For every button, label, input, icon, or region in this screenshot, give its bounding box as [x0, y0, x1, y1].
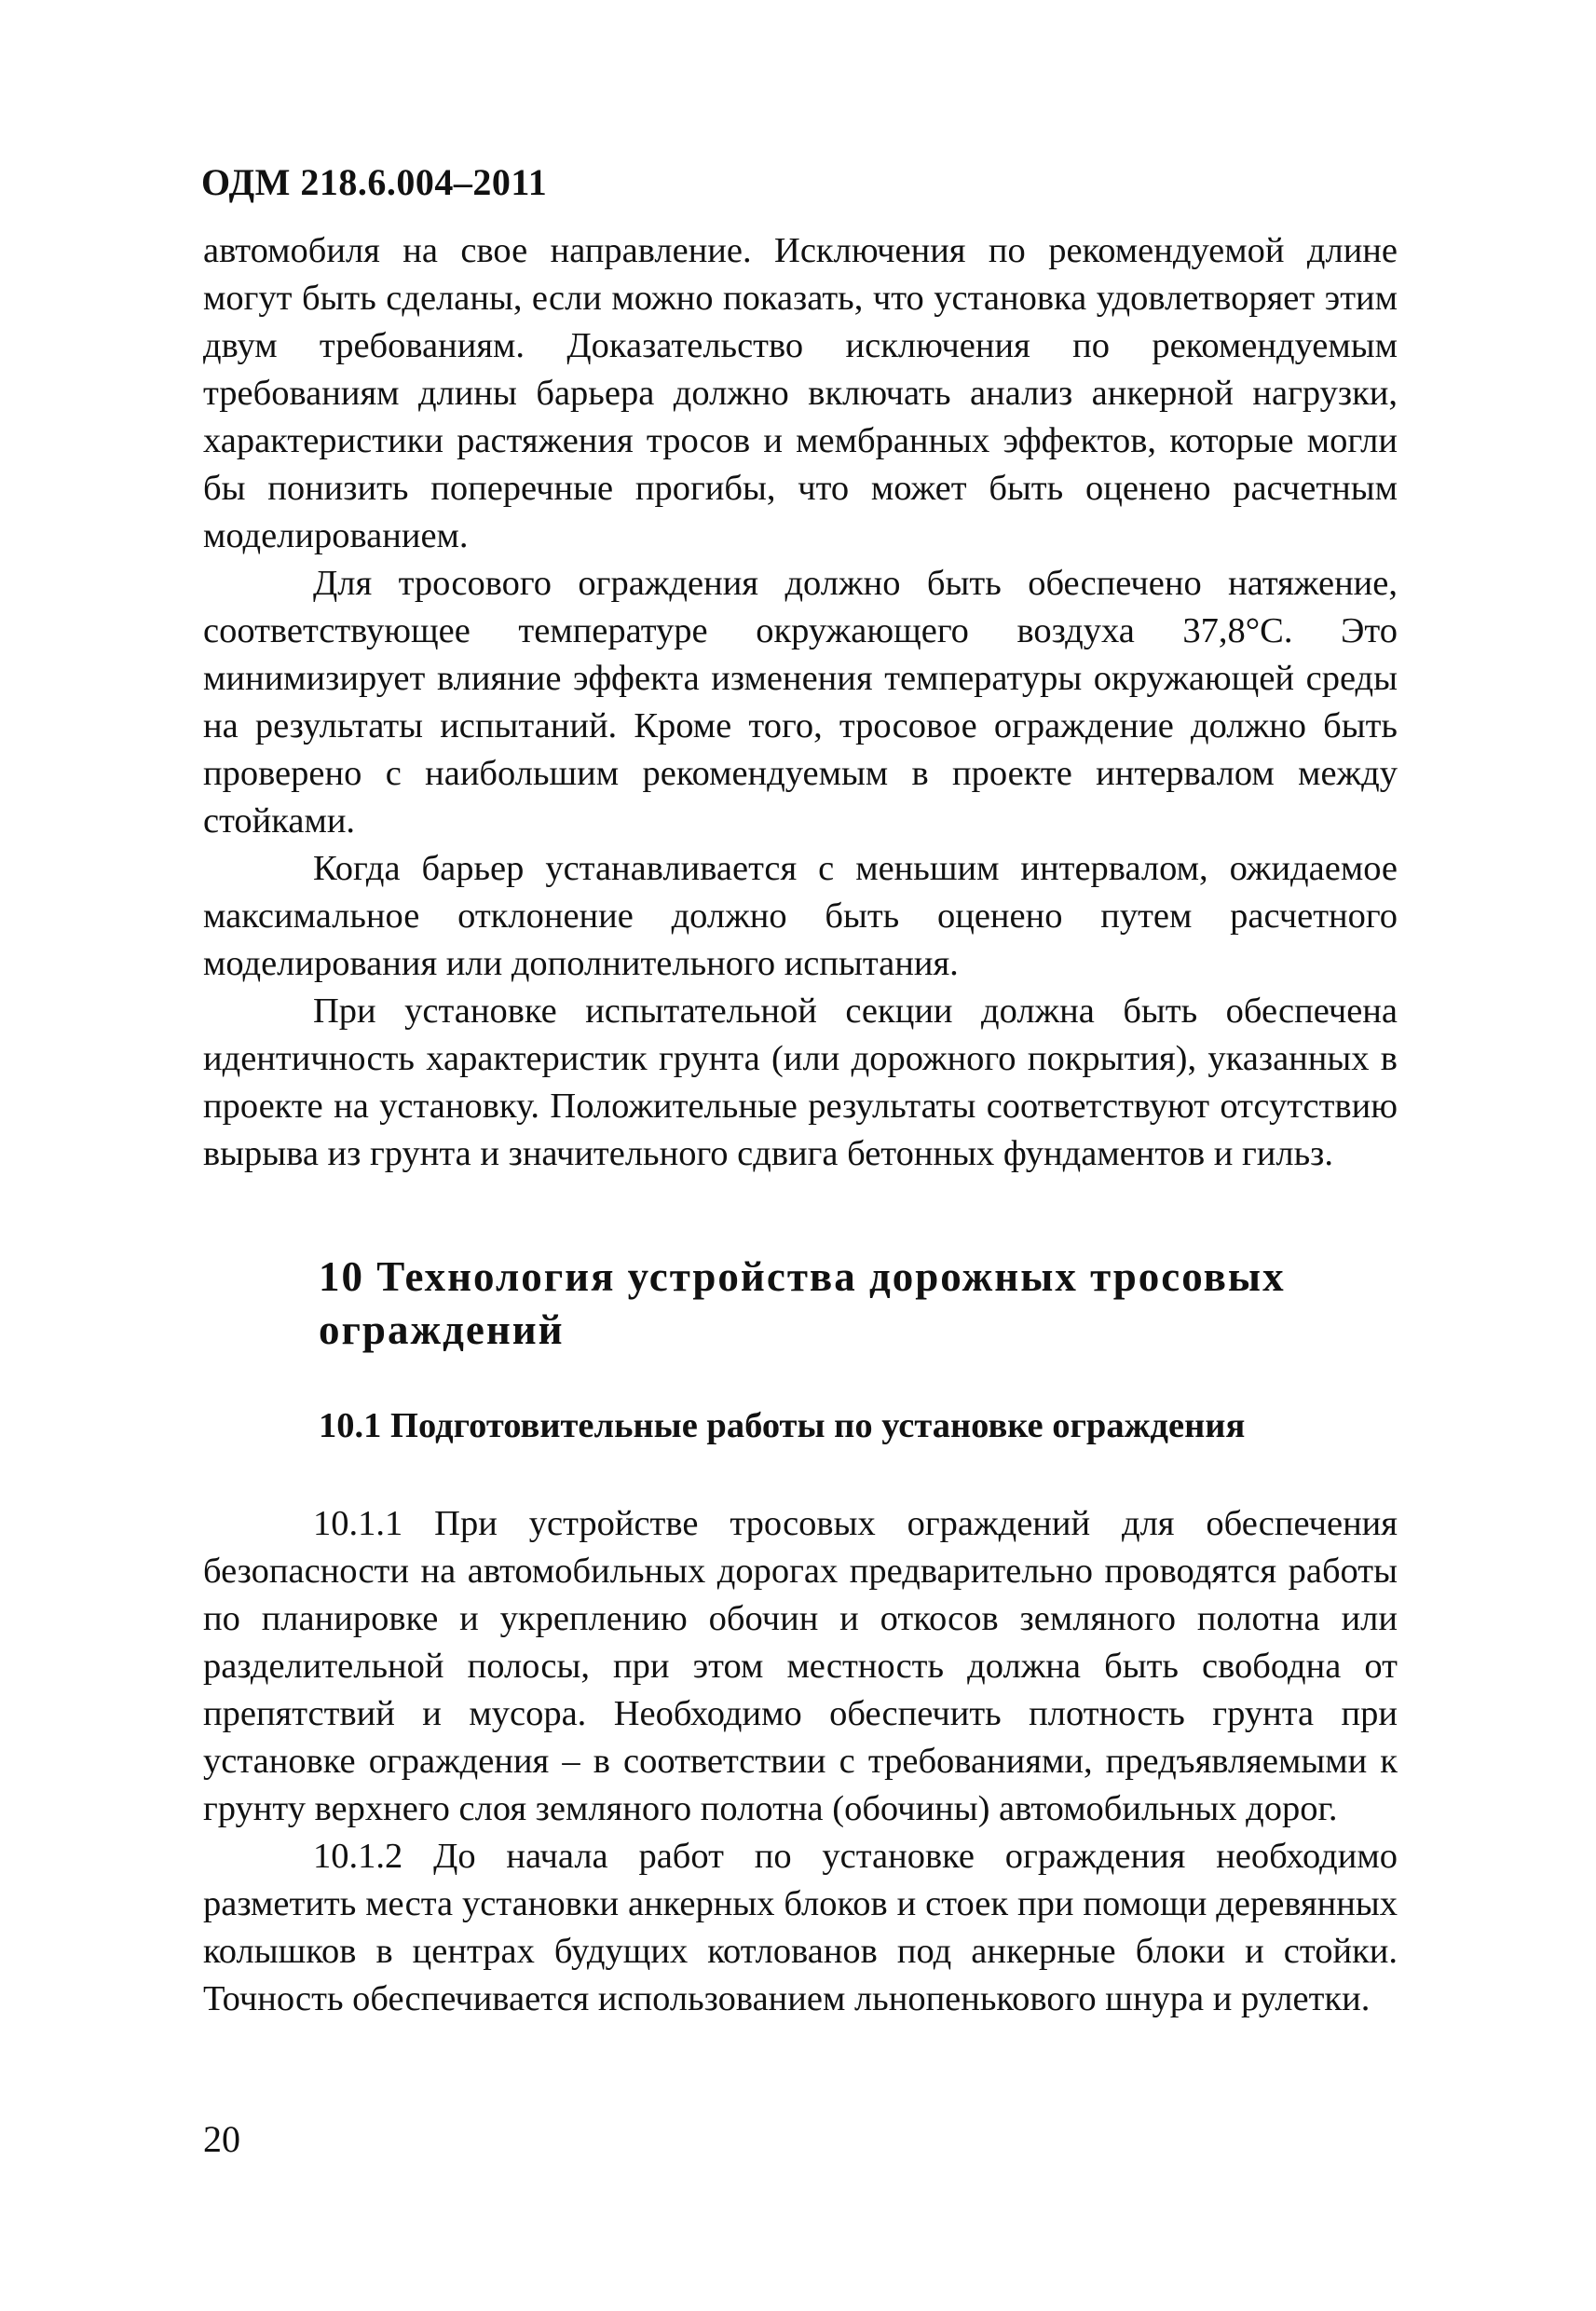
paragraph-10-1-2: 10.1.2 До начала работ по установке ограждения необходимо разметить места установки анкерных блоков и стоек при помощи деревянных колышков в центрах будущих котлованов под анкерные блоки и стойки. Точность обеспечивается использованием льнопенькового шнура и рулетки.	[203, 1837, 1398, 2018]
paragraph-smaller-interval: Когда барьер устанавливается с меньшим интервалом, ожидаемое максимальное отклонение должно быть оценено путем расчетного моделирования или дополнительного испытания.	[203, 849, 1398, 983]
paragraph-test-section: При установке испытательной секции должна быть обеспечена идентичность характеристик грунта (или дорожного покрытия), указанных в проекте на установку. Положительные результаты соответствуют отсутствию вырыва из грунта и значительного сдвига бетонных фундаментов и гильз.	[203, 991, 1398, 1173]
paragraph-cable-tension: Для тросового ограждения должно быть обеспечено натяжение, соответствующее температуре окружающего воздуха 37,8°С. Это минимизирует влияние эффекта изменения температуры окружающей среды на результаты испытаний. Кроме того, тросовое ограждение должно быть проверено с наибольшим рекомендуемым в проекте интервалом между стойками.	[203, 564, 1398, 841]
section-10-title: 10 Технология устройства дорожных тросовых ограждений	[319, 1253, 1286, 1353]
top-text-block	[203, 227, 1398, 1178]
paragraph-10-1-1: 10.1.1 При устройстве тросовых ограждений для обеспечения безопасности на автомобильных дорогах предварительно проводятся работы по планировке и укреплению обочин и откосов земляного полотна или разделительной полосы, при этом местность должна быть свободна от препятствий и мусора. Необходимо обеспечить плотность грунта при установке ограждения – в соответствии с требованиями, предъявляемыми к грунту верхнего слоя земляного полотна (обочины) автомобильных дорог.	[203, 1504, 1398, 1828]
paragraph-continuation: автомобиля на свое направление. Исключения по рекомендуемой длине могут быть сделаны, если можно показать, что установка удовлетворяет этим двум требованиям. Доказательство исключения по рекомендуемым требованиям длины барьера должно включать анализ анкерной нагрузки, характеристики растяжения тросов и мембранных эффектов, которые могли бы понизить поперечные прогибы, что может быть оценено расчетным моделированием.	[203, 231, 1398, 555]
page-number: 20	[203, 2118, 240, 2160]
section-10-text-block	[203, 1500, 1398, 2023]
subsection-10-1-title: 10.1 Подготовительные работы по установке ограждения	[319, 1406, 1246, 1445]
document-code-header: ОДМ 218.6.004–2011	[201, 161, 548, 203]
